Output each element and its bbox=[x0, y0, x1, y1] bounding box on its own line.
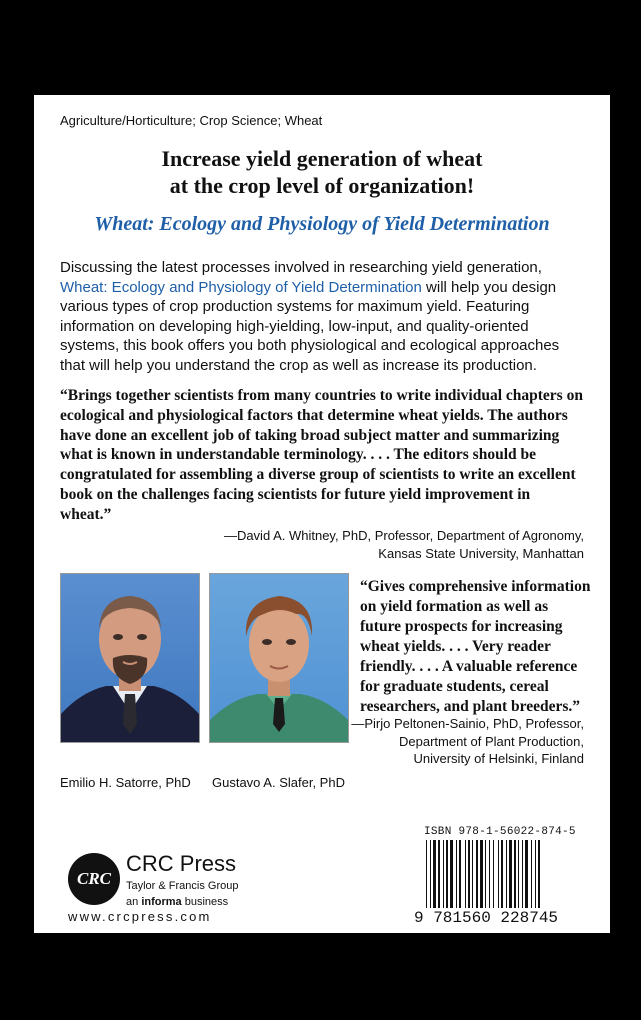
portrait-satorre bbox=[61, 574, 199, 742]
business-suffix: business bbox=[184, 896, 229, 908]
category-line: Agriculture/Horticulture; Crop Science; Wheat bbox=[60, 113, 323, 128]
whitney-affiliation: Kansas State University, Manhattan bbox=[378, 546, 584, 561]
description-before: Discussing the latest processes involved in researching yield generation, bbox=[60, 259, 542, 276]
isbn-number: 9 781560 228745 bbox=[414, 909, 559, 927]
description-after: will help you design various types of crop production systems for maximum yield. Featuring information on developing high-yielding, low-input, and quality-oriented systems, this book offers you both physiological and ecological approaches that will help you understand the crop as well as increase its production. bbox=[60, 278, 560, 374]
caption-slafer: Gustavo A. Slafer, PhD bbox=[212, 775, 345, 790]
publisher-name: CRC Press bbox=[126, 851, 237, 876]
publisher-url: www.crcpress.com bbox=[68, 909, 212, 924]
back-cover bbox=[34, 95, 610, 933]
quote-peltonen-sainio: “Gives comprehensive information on yield formation as well as future prospects for increasing wheat yields. . . . Very reader friendly. . . . A valuable reference for graduate students, cereal researchers, and plant breeders.” bbox=[360, 578, 591, 715]
headline-line-2: at the crop level of organization! bbox=[169, 173, 475, 198]
quote-whitney: “Brings together scientists from many countries to write individual chapters on ecological and physiological factors that determine wheat yields. The authors have done an excellent job of taking broad subject matter and summarizing what is known in understandable terminology. . . . The editors should be congratulated for assembling a diverse group of scientists to write an excellent book on the challenges facing scientists for future yield improvement in wheat.” bbox=[60, 387, 583, 523]
barcode-icon bbox=[424, 840, 592, 908]
description bbox=[60, 258, 580, 375]
isbn-label: ISBN 978-1-56022-874-5 bbox=[424, 826, 576, 838]
quote-peltonen-sainio-attribution bbox=[351, 715, 584, 768]
quote-whitney-attribution bbox=[224, 527, 584, 563]
crc-logo-icon: CRC bbox=[68, 853, 120, 905]
editor-photo-slafer bbox=[209, 573, 349, 743]
publisher-business bbox=[126, 896, 228, 908]
peltonen-author: —Pirjo Peltonen-Sainio, PhD, Professor, bbox=[351, 716, 584, 731]
peltonen-dept: Department of Plant Production, bbox=[399, 733, 584, 749]
business-brand: informa bbox=[141, 896, 182, 908]
editor-photo-satorre bbox=[60, 573, 200, 743]
whitney-author: —David A. Whitney, PhD, Professor, Department of Agronomy, bbox=[223, 528, 584, 543]
business-prefix: an bbox=[126, 896, 139, 908]
book-subtitle: Wheat: Ecology and Physiology of Yield Determination bbox=[94, 213, 550, 235]
description-title-ref: Wheat: Ecology and Physiology of Yield Determination bbox=[60, 278, 422, 296]
headline-line-1: Increase yield generation of wheat bbox=[161, 146, 483, 171]
portrait-slafer bbox=[210, 574, 348, 742]
headline bbox=[34, 145, 610, 199]
peltonen-univ: University of Helsinki, Finland bbox=[413, 751, 584, 766]
publisher-group: Taylor & Francis Group bbox=[126, 880, 239, 892]
caption-satorre: Emilio H. Satorre, PhD bbox=[60, 775, 191, 790]
